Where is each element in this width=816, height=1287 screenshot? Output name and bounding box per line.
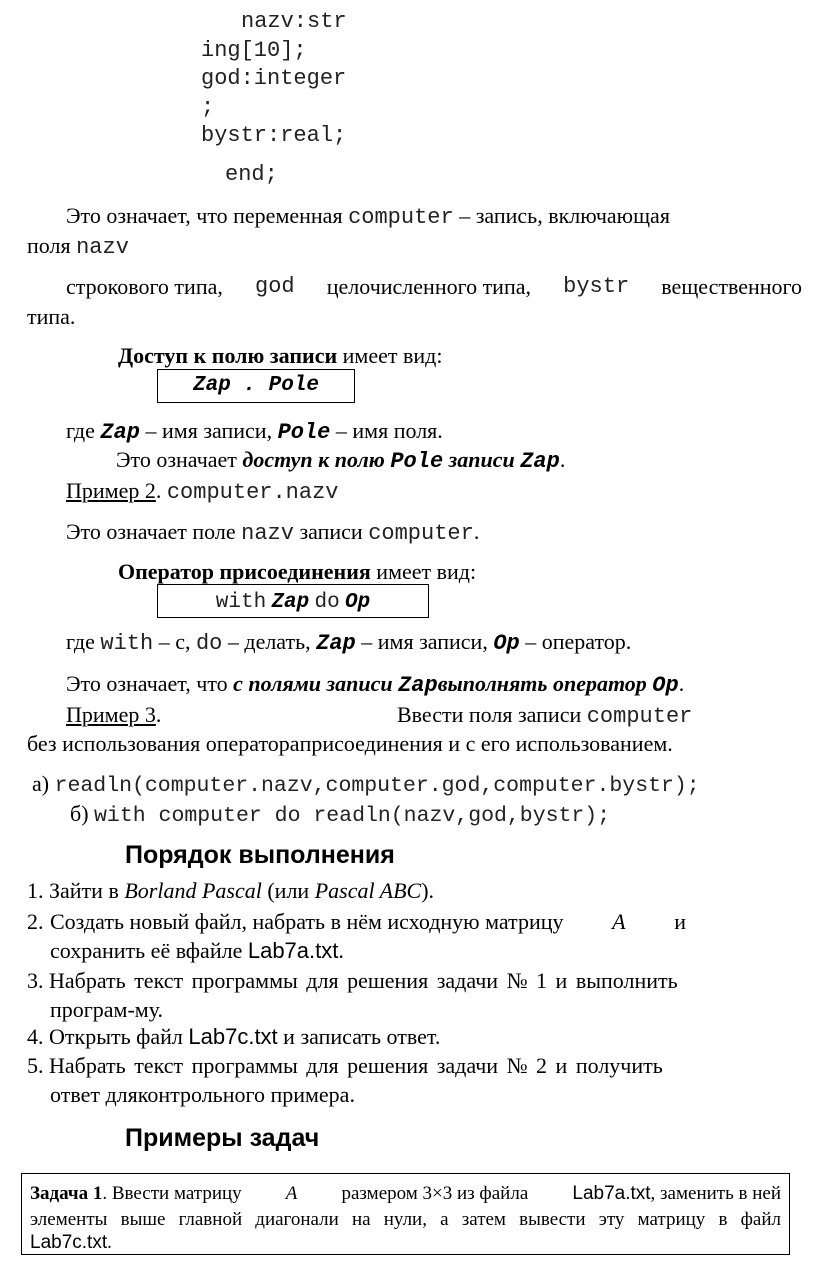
section-heading: Примеры задач [125, 1124, 320, 1152]
paragraph-line [66, 276, 802, 298]
task-line [30, 1184, 781, 1203]
syntax-text [158, 590, 428, 613]
list-number: 4. [27, 1024, 44, 1049]
text: вещественного [661, 274, 802, 299]
text: Это означает, что переменная [66, 203, 343, 228]
code-inline: Zap [316, 631, 356, 656]
text: . Ввести матрицу [102, 1183, 242, 1204]
list-item [27, 970, 678, 992]
task-line [30, 1233, 112, 1252]
syntax-box [157, 584, 429, 618]
list-number: 1. [27, 878, 44, 903]
file-name: Lab7a.txt [247, 938, 339, 963]
text: – имя записи, [145, 418, 273, 443]
list-number: 3. [27, 968, 44, 993]
file-name: Lab7c.txt [30, 1232, 108, 1253]
code-inline: Zap [271, 591, 310, 614]
text: – имя поля. [335, 418, 443, 443]
definition-line [118, 561, 476, 583]
example-line [66, 704, 161, 726]
paragraph-line [66, 673, 684, 697]
keyword: do [314, 591, 340, 614]
list-item-continuation: ответ дляконтрольного примера. [50, 1082, 355, 1107]
paragraph-line [66, 521, 479, 545]
text: . [155, 702, 162, 727]
text: и [674, 909, 686, 934]
text: Зайти в [49, 878, 119, 903]
list-item-continuation: програм-му. [50, 997, 164, 1022]
variant-label: а) [32, 771, 50, 796]
code-inline: Zap [398, 673, 438, 698]
code-inline: nazv [76, 235, 129, 260]
text-emphasis: Borland Pascal [124, 878, 262, 903]
text: Набрать текст программы для решения задачи № 2 и получить [49, 1053, 663, 1078]
text-emphasis: доступ к полю [242, 447, 385, 472]
text: . [155, 478, 162, 503]
code-line: nazv:str [241, 9, 347, 34]
code-inline: bystr [563, 274, 630, 299]
syntax-box [157, 369, 355, 403]
list-item [50, 911, 686, 933]
text-emphasis: с полями записи [233, 671, 393, 696]
text: Это означает, что [66, 671, 228, 696]
text: . [473, 519, 480, 544]
code-line: bystr:real; [201, 123, 347, 148]
text: (или [267, 878, 310, 903]
text: Открыть файл [49, 1024, 183, 1049]
keyword: with [100, 631, 154, 656]
code-inline: computer [368, 521, 474, 546]
text-emphasis: Pascal ABC [314, 878, 422, 903]
list-number: 2. [27, 909, 44, 934]
text: где [66, 418, 95, 443]
definition-line [116, 449, 565, 473]
text: и записать ответ. [283, 1024, 441, 1049]
task-line: элементы выше главной диагонали на нули, а затем вывести эту матрицу в файл [30, 1209, 781, 1230]
keyword: do [195, 631, 223, 656]
syntax-text: Zap . Pole [192, 374, 320, 397]
code-inline: Zap [100, 420, 140, 445]
example-line [66, 480, 339, 504]
code-inline: Zap [520, 449, 560, 474]
text: где [66, 629, 95, 654]
code-inline: with computer do readln(nazv,god,bystr); [94, 804, 611, 828]
code-line: god:integer [201, 66, 347, 91]
keyword: with [215, 591, 267, 614]
example-label: Пример 2 [66, 478, 156, 503]
code-inline: computer [586, 704, 693, 729]
text: имеет вид: [376, 559, 477, 584]
text: – имя записи, [361, 629, 488, 654]
paragraph-line: без использования операторaприсоединения и с его использованием. [27, 731, 673, 756]
code-inline: Op [652, 673, 679, 698]
code-inline: Pole [390, 449, 444, 474]
term: Оператор присоединения [118, 559, 371, 584]
code-inline: Op [493, 631, 520, 656]
text: целочисленного типа, [326, 274, 531, 299]
list-item [27, 1055, 663, 1077]
text: Ввести поля записи [397, 702, 582, 727]
definition-line [66, 420, 443, 444]
code-inline: computer.nazv [166, 480, 339, 505]
file-name: Lab7a.txt [572, 1183, 651, 1204]
text-emphasis: записи [448, 447, 515, 472]
text: – запись, включающая [459, 203, 670, 228]
variant-line [32, 773, 700, 798]
code-line: end; [225, 162, 278, 187]
text: размером 3×3 из файла [341, 1183, 529, 1204]
example-line [397, 704, 692, 728]
task-box [21, 1173, 790, 1255]
definition-line [118, 345, 442, 367]
term: Доступ к полю записи [118, 343, 338, 368]
text: Это означает поле [66, 519, 236, 544]
text: строкового типа, [66, 274, 223, 299]
text: поля [27, 233, 71, 258]
code-line: ing[10]; [201, 38, 307, 63]
text: Создать новый файл, набрать в нём исходную матрицу [50, 909, 564, 934]
text: имеет вид: [342, 343, 443, 368]
section-heading: Порядок выполнения [125, 841, 395, 869]
paragraph-line [66, 205, 670, 229]
text: . [338, 938, 344, 963]
paragraph-line: типа. [27, 304, 76, 329]
code-inline: computer [348, 205, 454, 230]
variant-line [70, 803, 610, 828]
list-item [27, 1026, 440, 1048]
text: Это означает [116, 447, 237, 472]
text: сохранить её вфайле [50, 938, 243, 963]
text: . [559, 447, 566, 472]
text: . [678, 671, 685, 696]
code-inline: nazv [241, 521, 294, 546]
text: – делать, [227, 629, 311, 654]
text: записи [299, 519, 363, 544]
text: – оператор. [525, 629, 632, 654]
text: – с, [158, 629, 191, 654]
list-number: 5. [27, 1053, 44, 1078]
file-name: Lab7c.txt [188, 1024, 278, 1049]
text: Набрать текст программы для решения задачи № 1 и выполнить [49, 968, 678, 993]
code-inline: god [255, 274, 295, 299]
text: , заменить в ней [650, 1183, 781, 1204]
variant-label: б) [70, 801, 89, 826]
list-item [27, 880, 434, 902]
paragraph-line [27, 235, 129, 259]
text-emphasis: А [285, 1183, 298, 1204]
text-emphasis: выполнять оператор [437, 671, 647, 696]
definition-line [66, 631, 631, 655]
code-inline: readln(computer.nazv,computer.god,computer.bystr); [54, 774, 700, 798]
text: . [107, 1232, 112, 1253]
task-label: Задача 1 [30, 1183, 103, 1204]
code-line: ; [201, 95, 215, 120]
code-inline: Pole [277, 420, 331, 445]
example-label: Пример 3 [66, 702, 156, 727]
code-inline: Op [344, 591, 371, 614]
text: ). [421, 878, 435, 903]
text-emphasis: А [612, 909, 626, 934]
list-item-continuation [50, 940, 344, 962]
